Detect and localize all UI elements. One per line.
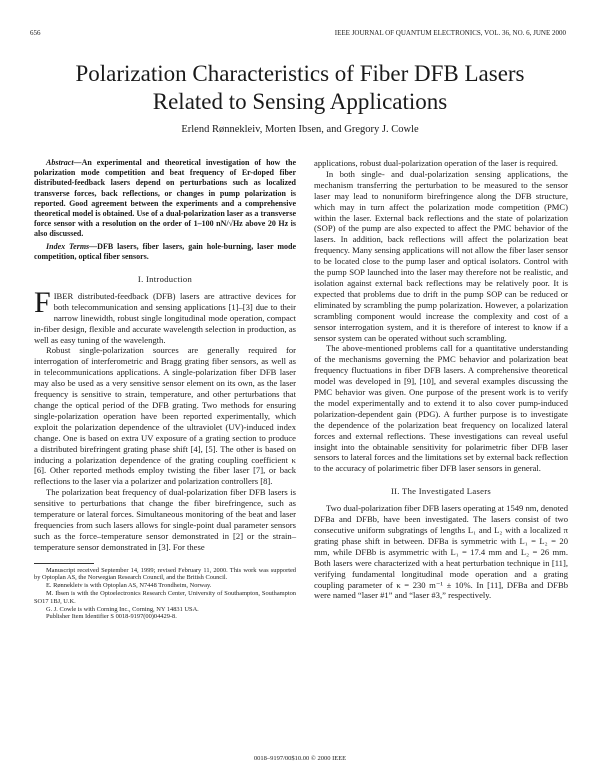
abstract-text: An experimental and theoretical investigation of how the polarization mode competition and beat frequency of Er-doped fiber distributed-feedback lasers depend on perturbations such as localized transverse forces, back reflections, or changes in pump polarization is reported. Good agreement between the experiments and a comprehensive theoretical model is obtained. Use of a dual-polarization laser as a transverse force sensor with a resolution on the order of 1–100 nN/√Hz above 20 Hz is also discussed. [34,158,296,239]
drop-cap: F [34,285,51,319]
footnote-author-1: E. Rønnekleiv is with Optoplan AS, N7448 Trondheim, Norway. [46,582,212,590]
paper-title-line-2: Related to Sensing Applications [152,89,448,114]
footnotes [34,567,296,622]
intro-paragraph-1-text: IBER distributed-feedback (DFB) lasers are attractive devices for both telecommunication and sensing applications [1]–[3] due to their narrow linewidth, robust single longitudinal mode operation, compact in-fiber design, flexible and accurate wavelength selection in production, as well as easy tuning of the wavelength. [34,290,296,345]
section-heading-investigated-lasers: II. The Investigated Lasers [390,486,492,497]
intro-paragraph-3: The polarization beat frequency of dual-polarization fiber DFB lasers is sensitive to perturbations that change the fiber birefringence, such as temperature or lateral forces. Simultaneous monitoring of the beat and laser frequencies from such lasers allows for single-point dual parameter sensors such as the force–temperature sensor demonstrated in [2] or the strain–temperature sensor demonstrated in [3]. For these [34,487,296,552]
intro-paragraph-2: Robust single-polarization sources are generally required for interrogation of interferometric and Bragg grating fiber sensors, as well as in telecommunications applications. A single-polarization fiber DFB laser may also be used as a very sensitive sensor element on its own, as the laser frequency is sensitive to strain, temperature, and other perturbations that change the optical period of the DFB grating. Two methods for ensuring single-polarization operation have been reported experimentally, which exploit the polarization dependence of the ultraviolet (UV)-induced index change. One is based on extra UV exposure of a grating section to produce a distributed birefringent grating phase shift [4], [5]. The other is based on inducing a polarization dependence of the grating coupling coefficient κ [6]. Other reported methods employ twisting the fiber laser [7], or back reflections to the laser via a polarizer and polarization controllers [8]. [34,345,296,487]
running-header: IEEE JOURNAL OF QUANTUM ELECTRONICS, VOL. 36, NO. 6, JUNE 2000 [334,29,566,37]
right-paragraph-2: In both single- and dual-polarization sensing applications, the mechanism transferring the perturbation to be measured to the sensor laser may lead to nonuniform birefringence along the DFB structure, which may in turn affect the polarization mode competition (PMC) within the laser. External back reflections and the state of polarization (SOP) of the pump are also expected to affect the PMC behavior of the lasers. In addition, back reflections will affect the polarization beat frequency. Many sensing applications will not allow the fiber laser sensor to be located close to the pump laser and optical isolators. Control with the pump SOP launched into the laser may therefore not be realistic, and isolation against external back reflections may be relatively poor. It is expected that problems due to drift in the pump SOP can be reduced or eliminated by scrambling the pump polarization. However, a polarization scrambling component would increase the complexity and cost of a sensor interrogation system, and it is therefore of interest to know if a sensor system can be operated without such scrambling. [314,168,568,343]
author-list: Erlend Rønnekleiv, Morten Ibsen, and Gregory J. Cowle [181,124,419,135]
index-terms-label: Index Terms— [46,241,98,251]
section-heading-introduction: I. Introduction [137,274,193,285]
footnote-publisher-id: Publisher Item Identifier S 0018-9197(00)04429-8. [46,613,177,621]
footnote-manuscript: Manuscript received September 14, 1999; revised February 11, 2000. This work was supported by Optoplan AS, the Norwegian Research Council, and the British Council. [34,566,296,582]
footnote-rule [34,563,94,564]
right-paragraph-3: The above-mentioned problems call for a quantitative understanding of the mechanisms governing the PMC behavior and polarization beat frequency fluctuations in fiber DFB lasers. A comprehensive theoretical model was developed in [9], [10], and several examples discussing the PMC behavior was given. One purpose of the present work is to verify the model experimentally and to extend it to also cover pump-induced polarization-dependent gain (PDG). A further purpose is to investigate the dependence of the polarization beat frequency on localized lateral forces and external reflections. These investigations can reveal useful insight into the obtainable sensitivity for polarimetric fiber DFB laser sensors to lateral forces and the limitations set by external back reflection to the accuracy of polarimetric fiber DFB laser sensors in general. [314,343,568,474]
footnote-author-2: M. Ibsen is with the Optoelectronics Research Center, University of Southampton, Southampton SO17 1BJ, U.K. [34,590,296,605]
abstract [34,158,296,240]
left-column [34,158,296,621]
right-column [314,158,568,601]
copyright-footer: 0018–9197/00$10.00 © 2000 IEEE [253,755,347,762]
footnote-author-3: G. J. Cowle is with Corning Inc., Corning, NY 14831 USA. [46,605,199,613]
intro-paragraph-1 [34,285,296,346]
paper-title-line-1: Polarization Characteristics of Fiber DFB Lasers [75,61,525,86]
right-paragraph-1: applications, robust dual-polarization operation of the laser is required. [314,158,558,168]
page-number: 656 [30,29,41,37]
paper-title [20,60,580,116]
right-paragraph-4: Two dual-polarization fiber DFB lasers operating at 1549 nm, denoted DFBa and DFBb, have been investigated. The lasers consist of two consecutive uniform subgratings of lengths L₁ and L₂ with a localized π grating phase shift in between. DFBa is symmetric with L₁ = L₂ = 20 mm, while DFBb is asymmetric with L₁ = 17.4 mm and L₂ = 26 mm. Both lasers were characterized with a heat perturbation technique in [11], verifying fundamental longitudinal mode operation and a grating coupling parameter of κ = 230 m⁻¹ ± 10%. In [11], DFBa and DFBb were named “laser #1” and “laser #3,” respectively. [314,503,568,601]
index-terms-text: DFB lasers, fiber lasers, gain hole-burning, laser mode competition, optical fiber sensors. [34,241,296,261]
abstract-label: Abstract— [46,158,82,167]
index-terms [34,242,296,262]
